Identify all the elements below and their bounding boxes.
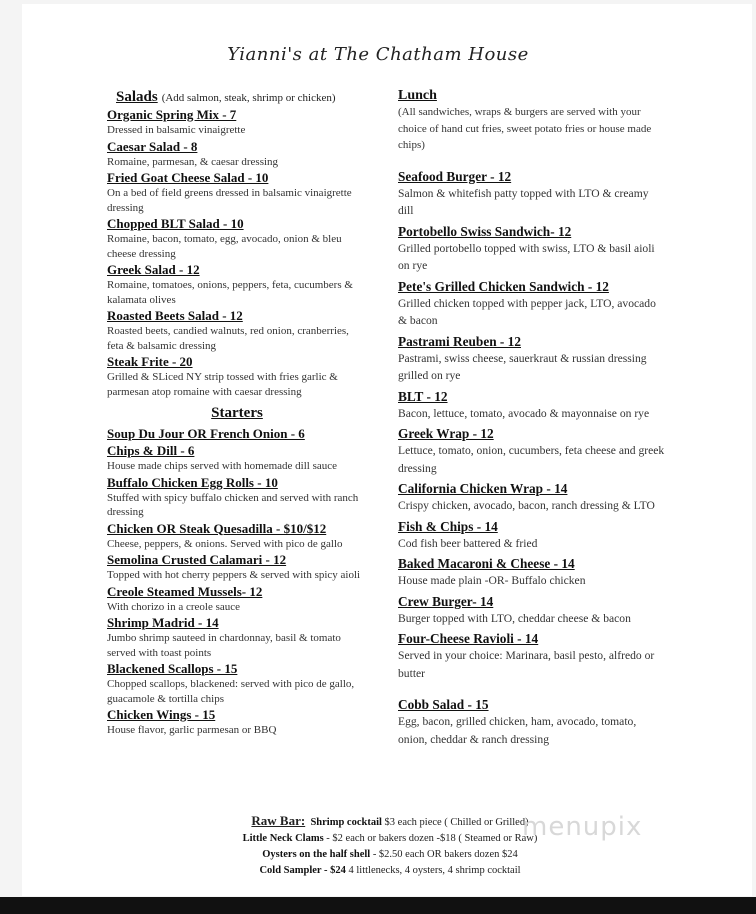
- salads-note: (Add salmon, steak, shrimp or chicken): [161, 92, 336, 104]
- menu-item-description: House flavor, garlic parmesan or BBQ: [107, 724, 277, 736]
- salads-heading: [116, 88, 367, 106]
- menu-item-description: Lettuce, tomato, onion, cucumbers, feta cheese and greek dressing: [398, 444, 665, 475]
- menu-item-title: Pete's Grilled Chicken Sandwich - 12: [398, 278, 609, 294]
- menu-item-title: Pastrami Reuben - 12: [398, 333, 521, 349]
- menu-item-title: Portobello Swiss Sandwich- 12: [398, 223, 572, 239]
- menu-item-description: House made chips served with homemade dill sauce: [107, 460, 338, 472]
- menu-item-description: Grilled & SLiced NY strip tossed with fries garlic & parmesan atop romaine with caesar dressing: [107, 371, 338, 398]
- menu-item-title: Fish & Chips - 14: [398, 518, 498, 534]
- menu-item: [398, 278, 666, 330]
- menu-item: [398, 518, 666, 553]
- menu-item: [107, 521, 367, 552]
- right-column: [398, 88, 666, 748]
- menu-item-description: Romaine, bacon, tomato, egg, avocado, onion & bleu cheese dressing: [107, 233, 342, 260]
- menu-item: [398, 168, 666, 220]
- menu-item-description: Burger topped with LTO, cheddar cheese & bacon: [398, 611, 631, 625]
- menu-item-title: Cobb Salad - 15: [398, 697, 489, 712]
- menu-item-description: Pastrami, swiss cheese, sauerkraut & russian dressing grilled on rye: [398, 351, 647, 382]
- menu-item: [107, 584, 367, 615]
- left-column: [107, 88, 367, 738]
- menu-item-title: Steak Frite - 20: [107, 354, 193, 369]
- menu-item-title: Four-Cheese Ravioli - 14: [398, 631, 539, 646]
- menu-item-title: California Chicken Wrap - 14: [398, 481, 568, 496]
- menu-item-title: Caesar Salad - 8: [107, 138, 198, 154]
- raw-item-detail: $3 each piece ( Chilled or Grilled): [384, 817, 529, 828]
- menu-item-title: Crew Burger- 14: [398, 593, 494, 609]
- menu-item-description: Chopped scallops, blackened: served with pico de gallo, guacamole & tortilla chips: [107, 678, 355, 705]
- lunch-note: (All sandwiches, wraps & burgers are served with your choice of hand cut fries, sweet potato fries or house made chips): [398, 106, 652, 151]
- menu-item-title: Buffalo Chicken Egg Rolls - 10: [107, 474, 278, 490]
- bottom-bar: [0, 897, 756, 914]
- menu-item: [107, 308, 367, 353]
- menu-item-description: Grilled chicken topped with pepper jack, LTO, avocado & bacon: [398, 296, 656, 327]
- menu-item: [107, 262, 367, 307]
- menu-item-description: Topped with hot cherry peppers & served with spicy aioli: [107, 569, 361, 581]
- menu-item-title: Chopped BLT Salad - 10: [107, 216, 244, 231]
- menu-item-title: BLT - 12: [398, 388, 448, 404]
- menu-item-description: Crispy chicken, avocado, bacon, ranch dressing & LTO: [398, 499, 655, 512]
- raw-item-detail: - $2 each or bakers dozen -$18 ( Steamed or Raw): [323, 833, 538, 844]
- menu-item-description: Jumbo shrimp sauteed in chardonnay, basil & tomato served with toast points: [107, 632, 341, 659]
- menu-item: [398, 593, 666, 628]
- menu-item-description: House made plain -OR- Buffalo chicken: [398, 574, 586, 587]
- menu-item-title: Greek Salad - 12: [107, 262, 200, 277]
- menu-item-description: Romaine, tomatoes, onions, peppers, feta, cucumbers & kalamata olives: [107, 279, 353, 306]
- menu-item-title: Greek Wrap - 12: [398, 426, 494, 441]
- menu-item-description: Dressed in balsamic vinaigrette: [107, 124, 246, 136]
- raw-item-name: Cold Sampler - $24: [259, 865, 346, 876]
- menu-item: [107, 661, 367, 706]
- menu-item: [107, 354, 367, 399]
- menu-item-description: Egg, bacon, grilled chicken, ham, avocado, tomato, onion, cheddar & ranch dressing: [398, 715, 637, 746]
- menu-item: [398, 223, 666, 275]
- menu-item-description: Cod fish beer battered & fried: [398, 536, 538, 550]
- restaurant-title: Yianni's at The Chatham House: [227, 44, 529, 65]
- menu-item-description: With chorizo in a creole sauce: [107, 600, 241, 613]
- starters-list: [107, 426, 367, 738]
- menu-item: [107, 443, 367, 474]
- menu-item-title: Baked Macaroni & Cheese - 14: [398, 556, 575, 571]
- menu-item-description: Stuffed with spicy buffalo chicken and served with ranch dressing: [107, 491, 359, 518]
- menu-item: [398, 555, 666, 590]
- menu-item: [398, 630, 666, 682]
- menu-item-title: Blackened Scallops - 15: [107, 661, 238, 676]
- menu-item-title: Semolina Crusted Calamari - 12: [107, 552, 287, 567]
- menu-item: [107, 475, 367, 520]
- menu-item-title: Soup Du Jour OR French Onion - 6: [107, 426, 305, 441]
- menu-item-title: Seafood Burger - 12: [398, 168, 512, 184]
- menu-item-description: On a bed of field greens dressed in balsamic vinaigrette dressing: [107, 187, 352, 214]
- menu-item-title: Fried Goat Cheese Salad - 10: [107, 170, 269, 185]
- menu-item-description: Romaine, parmesan, & caesar dressing: [107, 155, 279, 168]
- menu-item-title: Organic Spring Mix - 7: [107, 107, 237, 122]
- raw-item-detail: 4 littlenecks, 4 oysters, 4 shrimp cocktail: [345, 865, 521, 876]
- menu-item-title: Chicken Wings - 15: [107, 707, 216, 722]
- menu-item: [398, 388, 666, 423]
- menu-item-description: Served in your choice: Marinara, basil pesto, alfredo or butter: [398, 649, 655, 680]
- menu-item-description: Roasted beets, candied walnuts, red onion, cranberries, feta & balsamic dressing: [107, 325, 349, 352]
- lunch-list: [398, 168, 666, 749]
- menu-item-description: Bacon, lettuce, tomato, avocado & mayonnaise on rye: [398, 406, 650, 420]
- menu-item: [107, 615, 367, 660]
- menu-item: [107, 107, 367, 138]
- menu-item-description: Grilled portobello topped with swiss, LTO & basil aioli on rye: [398, 241, 655, 272]
- menu-item: [107, 552, 367, 583]
- menu-item-title: Chips & Dill - 6: [107, 443, 195, 458]
- raw-item-name: Little Neck Clams: [242, 833, 324, 844]
- salads-title: Salads: [116, 89, 158, 105]
- menu-item: [107, 139, 367, 170]
- lunch-heading: Lunch: [398, 88, 437, 103]
- raw-bar-label: Raw Bar:: [251, 813, 306, 828]
- menu-item: [107, 170, 367, 215]
- salads-list: [107, 107, 367, 399]
- menu-item-title: Creole Steamed Mussels- 12: [107, 583, 263, 599]
- menu-item: [107, 426, 367, 442]
- raw-bar-line: [140, 847, 640, 863]
- menu-item-description: Salmon & whitefish patty topped with LTO & creamy dill: [398, 186, 649, 217]
- raw-item-name: Shrimp cocktail: [310, 817, 382, 828]
- menu-item: [107, 707, 367, 738]
- raw-item-detail: - $2.50 each OR bakers dozen $24: [370, 849, 518, 860]
- menu-item-title: Roasted Beets Salad - 12: [107, 308, 243, 323]
- menu-item: [398, 425, 666, 477]
- menu-item: [398, 696, 666, 748]
- menu-item: [398, 333, 666, 385]
- menu-item: [107, 216, 367, 261]
- watermark-logo: menupix: [522, 812, 643, 842]
- menu-item-description: Cheese, peppers, & onions. Served with pico de gallo: [107, 537, 343, 550]
- menu-item-title: Shrimp Madrid - 14: [107, 615, 219, 630]
- raw-bar-line: [140, 863, 640, 879]
- menu-item: [398, 480, 666, 515]
- raw-item-name: Oysters on the half shell: [262, 849, 371, 860]
- menu-item-title: Chicken OR Steak Quesadilla - $10/$12: [107, 520, 327, 536]
- starters-heading: Starters: [211, 405, 263, 421]
